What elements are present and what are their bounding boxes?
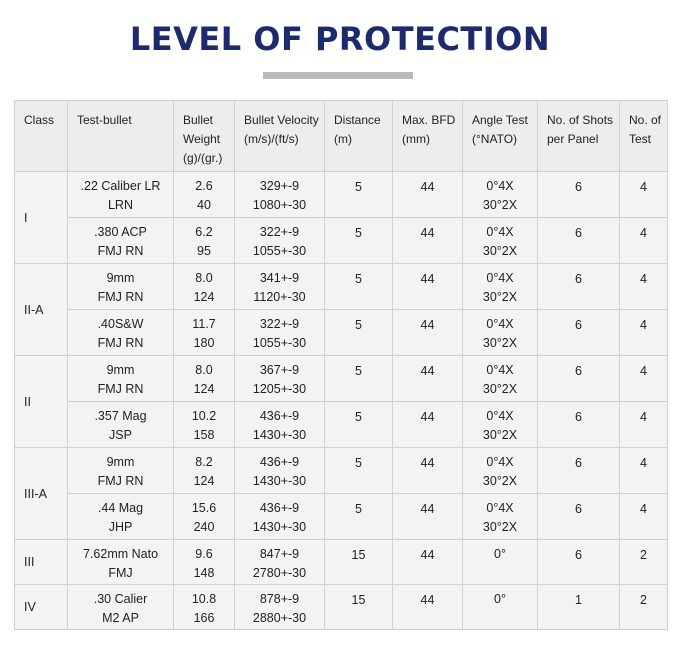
number-of-test-cell: 4 bbox=[620, 356, 668, 402]
test-bullet-cell bbox=[68, 494, 174, 540]
bullet-velocity-cell bbox=[235, 310, 325, 356]
header-distance: Distance (m) bbox=[325, 101, 393, 172]
max-bfd-cell: 44 bbox=[393, 585, 463, 630]
test-bullet-cell-line: FMJ RN bbox=[97, 336, 144, 350]
test-bullet-cell-line: .380 ACP bbox=[94, 225, 147, 239]
bullet-velocity-cell-line: 1430+-30 bbox=[252, 520, 307, 534]
distance-cell: 5 bbox=[325, 172, 393, 218]
header-number-of-test: No. of Test bbox=[620, 101, 668, 172]
bullet-weight-cell-line: 8.2 bbox=[195, 455, 213, 469]
bullet-velocity-cell-line: 2880+-30 bbox=[252, 611, 307, 625]
protection-level-table bbox=[14, 100, 668, 630]
angle-test-cell bbox=[463, 448, 538, 494]
angle-test-cell-line: 30°2X bbox=[482, 244, 518, 258]
bullet-weight-cell-line: 40 bbox=[197, 198, 211, 212]
angle-test-cell-line: 0° bbox=[494, 592, 506, 606]
max-bfd-cell: 44 bbox=[393, 540, 463, 585]
bullet-velocity-cell-line: 1055+-30 bbox=[252, 244, 307, 258]
bullet-velocity-cell-line: 322+-9 bbox=[259, 317, 300, 331]
bullet-velocity-cell-line: 436+-9 bbox=[259, 409, 300, 423]
bullet-weight-cell-line: 124 bbox=[193, 474, 215, 488]
angle-test-cell bbox=[463, 540, 538, 585]
test-bullet-cell-line: M2 AP bbox=[102, 611, 139, 625]
test-bullet-cell-line: FMJ RN bbox=[97, 382, 144, 396]
table-row bbox=[15, 585, 668, 630]
shots-per-panel-cell: 6 bbox=[538, 172, 620, 218]
bullet-velocity-cell bbox=[235, 218, 325, 264]
bullet-weight-cell bbox=[174, 494, 235, 540]
angle-test-cell-line: 0°4X bbox=[486, 179, 514, 193]
bullet-weight-cell-line: 166 bbox=[193, 611, 215, 625]
angle-test-cell-line: 0°4X bbox=[486, 363, 514, 377]
bullet-weight-cell bbox=[174, 218, 235, 264]
table-row bbox=[15, 218, 668, 264]
bullet-weight-cell-line: 148 bbox=[193, 566, 215, 580]
shots-per-panel-cell: 6 bbox=[538, 356, 620, 402]
angle-test-cell-line: 30°2X bbox=[482, 428, 518, 442]
bullet-velocity-cell-line: 367+-9 bbox=[259, 363, 300, 377]
test-bullet-cell-line: .30 Calier bbox=[93, 592, 148, 606]
test-bullet-cell bbox=[68, 264, 174, 310]
angle-test-cell-line: 30°2X bbox=[482, 474, 518, 488]
bullet-weight-cell-line: 9.6 bbox=[195, 547, 213, 561]
angle-test-cell-line: 0°4X bbox=[486, 225, 514, 239]
distance-cell: 5 bbox=[325, 356, 393, 402]
bullet-weight-cell-line: 240 bbox=[193, 520, 215, 534]
table-row bbox=[15, 448, 668, 494]
test-bullet-cell-line: .357 Mag bbox=[94, 409, 147, 423]
angle-test-cell bbox=[463, 264, 538, 310]
distance-cell: 15 bbox=[325, 540, 393, 585]
header-angle-test: Angle Test (°NATO) bbox=[463, 101, 538, 172]
bullet-weight-cell-line: 180 bbox=[193, 336, 215, 350]
test-bullet-cell-line: FMJ RN bbox=[97, 290, 144, 304]
angle-test-cell bbox=[463, 356, 538, 402]
max-bfd-cell: 44 bbox=[393, 402, 463, 448]
test-bullet-cell-line: FMJ bbox=[108, 566, 133, 580]
test-bullet-cell bbox=[68, 172, 174, 218]
angle-test-cell-line: 0°4X bbox=[486, 501, 514, 515]
bullet-weight-cell bbox=[174, 310, 235, 356]
shots-per-panel-cell: 6 bbox=[538, 264, 620, 310]
test-bullet-cell bbox=[68, 310, 174, 356]
bullet-weight-cell bbox=[174, 356, 235, 402]
distance-cell: 5 bbox=[325, 448, 393, 494]
bullet-weight-cell-line: 124 bbox=[193, 382, 215, 396]
shots-per-panel-cell: 6 bbox=[538, 540, 620, 585]
bullet-velocity-cell bbox=[235, 264, 325, 310]
number-of-test-cell: 4 bbox=[620, 448, 668, 494]
bullet-velocity-cell-line: 1055+-30 bbox=[252, 336, 307, 350]
bullet-velocity-cell-line: 1120+-30 bbox=[253, 290, 306, 304]
class-cell: III bbox=[15, 540, 68, 585]
bullet-velocity-cell bbox=[235, 448, 325, 494]
test-bullet-cell-line: .44 Mag bbox=[97, 501, 144, 515]
test-bullet-cell-line: .40S&W bbox=[97, 317, 144, 331]
table-row bbox=[15, 540, 668, 585]
number-of-test-cell: 4 bbox=[620, 264, 668, 310]
angle-test-cell-line: 0° bbox=[494, 547, 506, 561]
shots-per-panel-cell: 1 bbox=[538, 585, 620, 630]
number-of-test-cell: 4 bbox=[620, 172, 668, 218]
angle-test-cell bbox=[463, 310, 538, 356]
distance-cell: 5 bbox=[325, 264, 393, 310]
angle-test-cell-line: 0°4X bbox=[486, 271, 514, 285]
angle-test-cell bbox=[463, 172, 538, 218]
header-max-bfd: Max. BFD (mm) bbox=[393, 101, 463, 172]
table-row bbox=[15, 310, 668, 356]
angle-test-cell bbox=[463, 218, 538, 264]
test-bullet-cell-line: JHP bbox=[108, 520, 133, 534]
shots-per-panel-cell: 6 bbox=[538, 494, 620, 540]
number-of-test-cell: 4 bbox=[620, 218, 668, 264]
test-bullet-cell-line: FMJ RN bbox=[97, 244, 144, 258]
shots-per-panel-cell: 6 bbox=[538, 448, 620, 494]
max-bfd-cell: 44 bbox=[393, 494, 463, 540]
shots-per-panel-cell: 6 bbox=[538, 402, 620, 448]
angle-test-cell-line: 0°4X bbox=[486, 317, 514, 331]
test-bullet-cell-line: 9mm bbox=[106, 271, 135, 285]
number-of-test-cell: 4 bbox=[620, 310, 668, 356]
angle-test-cell bbox=[463, 585, 538, 630]
test-bullet-cell-line: 9mm bbox=[106, 363, 135, 377]
class-cell: III-A bbox=[15, 448, 68, 540]
distance-cell: 5 bbox=[325, 218, 393, 264]
class-cell: II bbox=[15, 356, 68, 448]
angle-test-cell-line: 0°4X bbox=[486, 409, 514, 423]
table-row bbox=[15, 494, 668, 540]
bullet-weight-cell-line: 95 bbox=[197, 244, 211, 258]
bullet-weight-cell-line: 11.7 bbox=[192, 317, 216, 331]
angle-test-cell bbox=[463, 402, 538, 448]
table-row bbox=[15, 356, 668, 402]
bullet-velocity-cell-line: 1205+-30 bbox=[252, 382, 307, 396]
number-of-test-cell: 4 bbox=[620, 494, 668, 540]
header-class: Class bbox=[15, 101, 68, 172]
max-bfd-cell: 44 bbox=[393, 172, 463, 218]
number-of-test-cell: 2 bbox=[620, 585, 668, 630]
class-cell: II-A bbox=[15, 264, 68, 356]
class-cell: IV bbox=[15, 585, 68, 630]
test-bullet-cell-line: 9mm bbox=[106, 455, 135, 469]
max-bfd-cell: 44 bbox=[393, 218, 463, 264]
test-bullet-cell-line: LRN bbox=[107, 198, 133, 212]
bullet-velocity-cell-line: 878+-9 bbox=[259, 592, 300, 606]
test-bullet-cell bbox=[68, 218, 174, 264]
bullet-weight-cell bbox=[174, 448, 235, 494]
max-bfd-cell: 44 bbox=[393, 264, 463, 310]
angle-test-cell-line: 30°2X bbox=[482, 198, 518, 212]
bullet-velocity-cell bbox=[235, 585, 325, 630]
table-row bbox=[15, 172, 668, 218]
distance-cell: 5 bbox=[325, 402, 393, 448]
bullet-velocity-cell bbox=[235, 494, 325, 540]
test-bullet-cell-line: 7.62mm Nato bbox=[82, 547, 159, 561]
bullet-velocity-cell-line: 2780+-30 bbox=[252, 566, 307, 580]
distance-cell: 5 bbox=[325, 310, 393, 356]
table-body bbox=[15, 172, 668, 630]
bullet-velocity-cell-line: 436+-9 bbox=[259, 455, 300, 469]
angle-test-cell-line: 30°2X bbox=[482, 520, 518, 534]
test-bullet-cell bbox=[68, 540, 174, 585]
max-bfd-cell: 44 bbox=[393, 310, 463, 356]
test-bullet-cell-line: .22 Caliber LR bbox=[80, 179, 161, 193]
bullet-velocity-cell-line: 1080+-30 bbox=[252, 198, 307, 212]
bullet-weight-cell-line: 158 bbox=[193, 428, 215, 442]
max-bfd-cell: 44 bbox=[393, 356, 463, 402]
bullet-velocity-cell-line: 436+-9 bbox=[259, 501, 300, 515]
bullet-weight-cell-line: 10.2 bbox=[191, 409, 217, 423]
bullet-velocity-cell-line: 329+-9 bbox=[259, 179, 300, 193]
bullet-weight-cell bbox=[174, 585, 235, 630]
header-bullet-velocity: Bullet Velocity (m/s)/(ft/s) bbox=[235, 101, 325, 172]
test-bullet-cell bbox=[68, 402, 174, 448]
bullet-weight-cell bbox=[174, 172, 235, 218]
test-bullet-cell bbox=[68, 448, 174, 494]
shots-per-panel-cell: 6 bbox=[538, 218, 620, 264]
table-row bbox=[15, 264, 668, 310]
bullet-velocity-cell-line: 847+-9 bbox=[259, 547, 300, 561]
class-cell: I bbox=[15, 172, 68, 264]
title-underline bbox=[263, 72, 413, 79]
header-bullet-weight: Bullet Weight (g)/(gr.) bbox=[174, 101, 235, 172]
bullet-weight-cell-line: 10.8 bbox=[191, 592, 217, 606]
bullet-weight-cell-line: 8.0 bbox=[195, 271, 213, 285]
bullet-velocity-cell-line: 341+-9 bbox=[259, 271, 300, 285]
bullet-weight-cell-line: 2.6 bbox=[195, 179, 213, 193]
bullet-velocity-cell bbox=[235, 402, 325, 448]
bullet-velocity-cell bbox=[235, 356, 325, 402]
bullet-weight-cell-line: 8.0 bbox=[195, 363, 213, 377]
angle-test-cell-line: 0°4X bbox=[486, 455, 514, 469]
number-of-test-cell: 2 bbox=[620, 540, 668, 585]
test-bullet-cell bbox=[68, 585, 174, 630]
table-row bbox=[15, 402, 668, 448]
bullet-weight-cell bbox=[174, 540, 235, 585]
bullet-velocity-cell-line: 322+-9 bbox=[259, 225, 300, 239]
bullet-weight-cell bbox=[174, 264, 235, 310]
header-test-bullet: Test-bullet bbox=[68, 101, 174, 172]
page-title: LEVEL OF PROTECTION bbox=[129, 20, 551, 58]
shots-per-panel-cell: 6 bbox=[538, 310, 620, 356]
bullet-velocity-cell-line: 1430+-30 bbox=[252, 428, 307, 442]
table-header-row bbox=[15, 101, 668, 172]
bullet-weight-cell-line: 124 bbox=[193, 290, 215, 304]
bullet-weight-cell-line: 6.2 bbox=[195, 225, 213, 239]
test-bullet-cell-line: JSP bbox=[109, 428, 132, 442]
angle-test-cell bbox=[463, 494, 538, 540]
test-bullet-cell bbox=[68, 356, 174, 402]
bullet-weight-cell-line: 15.6 bbox=[191, 501, 217, 515]
distance-cell: 5 bbox=[325, 494, 393, 540]
angle-test-cell-line: 30°2X bbox=[482, 382, 518, 396]
bullet-velocity-cell bbox=[235, 172, 325, 218]
max-bfd-cell: 44 bbox=[393, 448, 463, 494]
angle-test-cell-line: 30°2X bbox=[482, 336, 518, 350]
header-shots-per-panel: No. of Shots per Panel bbox=[538, 101, 620, 172]
angle-test-cell-line: 30°2X bbox=[482, 290, 518, 304]
distance-cell: 15 bbox=[325, 585, 393, 630]
bullet-velocity-cell bbox=[235, 540, 325, 585]
number-of-test-cell: 4 bbox=[620, 402, 668, 448]
test-bullet-cell-line: FMJ RN bbox=[97, 474, 144, 488]
bullet-velocity-cell-line: 1430+-30 bbox=[252, 474, 307, 488]
bullet-weight-cell bbox=[174, 402, 235, 448]
